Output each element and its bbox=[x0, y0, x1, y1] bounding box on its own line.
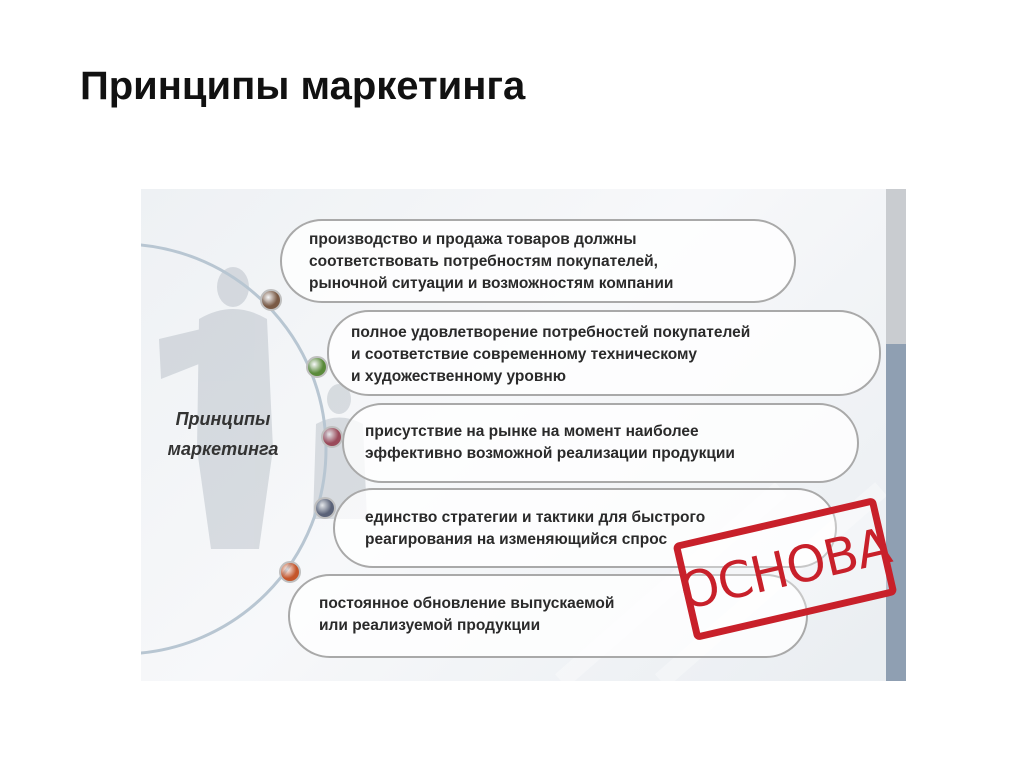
principle-text-2: полное удовлетворение потребностей покупателей и соответствие современному техническому и художественному уровню bbox=[351, 324, 751, 385]
principle-text-5: постоянное обновление выпускаемой или реализуемой продукции bbox=[319, 595, 615, 634]
center-label: Принципы маркетинга bbox=[167, 409, 279, 459]
stamp-osnova: ОСНОВА bbox=[672, 497, 897, 641]
principle-text-1: производство и продажа товаров должны соответствовать потребностям покупателей, рыночной ситуации и возможностям компании bbox=[309, 231, 674, 292]
bullet-dot-2 bbox=[306, 356, 328, 378]
right-bar-bottom bbox=[886, 344, 906, 681]
principle-text-4: единство стратегии и тактики для быстрого реагирования на изменяющийся спрос bbox=[365, 509, 706, 548]
right-bar-top bbox=[886, 189, 906, 344]
bullet-dot-3 bbox=[321, 426, 343, 448]
bullet-dot-4 bbox=[314, 497, 336, 519]
principles-diagram bbox=[141, 189, 906, 681]
bullet-dot-5 bbox=[279, 561, 301, 583]
slide-title: Принципы маркетинга bbox=[80, 64, 526, 108]
principle-text-3: присутствие на рынке на момент наиболее эффективно возможной реализации продукции bbox=[365, 423, 735, 462]
bullet-dot-1 bbox=[260, 289, 282, 311]
